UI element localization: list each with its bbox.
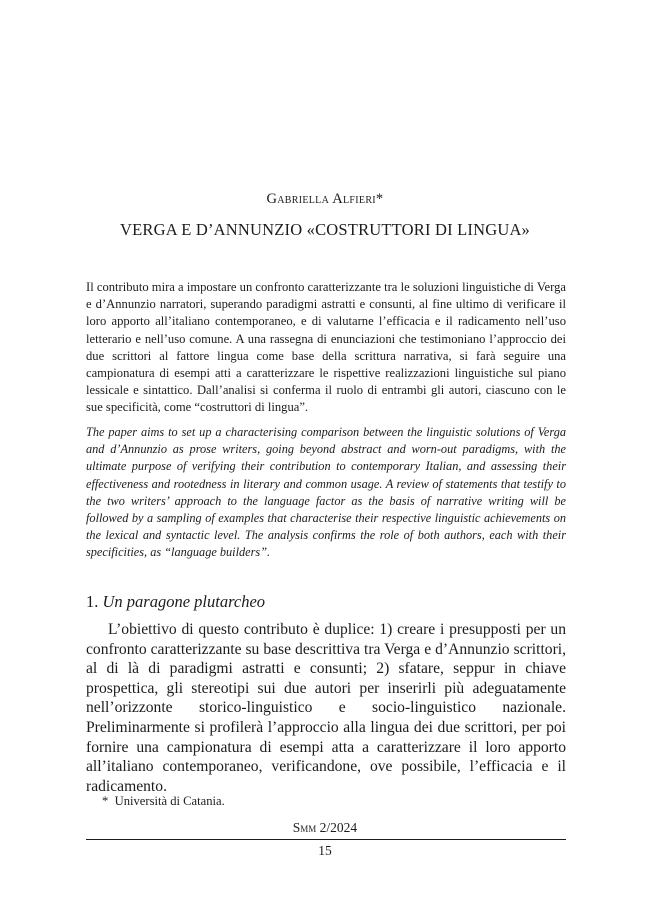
author-name: Gabriella Alfieri: [266, 191, 376, 207]
abstract-italian: Il contributo mira a impostare un confronto caratterizzante tra le soluzioni linguistiche di Verga e d’Annunzio narratori, superando paradigmi astratti e consunti, al fine ultimo di verificare il loro apporto all’italiano contemporaneo, e di valutarne l’efficacia e il radicamento nell’uso letterario e nell’uso comune. A una rassegna di enunciazioni che testimoniano l’approccio dei due scrittori al fattore lingua come base della scrittura narrativa, si farà seguire una campionatura di esempi atti a caratterizzare le rispettive realizzazioni linguistiche sul piano lessicale e sintattico. Dall’analisi si conferma il ruolo di entrambi gli autori, ciascuno con le sue specificità, come “costruttori di lingua”.: [86, 280, 566, 415]
page-number: 15: [318, 843, 332, 858]
section-heading: [86, 592, 265, 612]
author-footnote-mark: *: [375, 191, 384, 207]
journal-reference: Smm 2/2024: [292, 820, 358, 835]
section-title: Un paragone plutarcheo: [102, 592, 266, 611]
author-line: [0, 191, 650, 208]
footnote-mark: *: [102, 794, 109, 808]
article-title: VERGA E D’ANNUNZIO «COSTRUTTORI DI LINGUA»: [119, 220, 531, 239]
footnote: [102, 794, 225, 809]
footnote-text: Università di Catania.: [114, 794, 225, 808]
footer-divider: [86, 839, 566, 840]
section-number: 1.: [86, 592, 99, 611]
body-paragraph: L’obiettivo di questo contributo è duplice: 1) creare i presupposti per un confronto caratterizzante su base descrittiva tra Verga e d’Annunzio scrittori, al di là di paradigmi astratti e consunti; 2) sfatare, seppur in chiave prospettica, gli stereotipi sui due autori per inserirli più adeguatamente nell’orizzonte storico-linguistico e socio-linguistico nazionale. Preliminarmente si profilerà l’approccio alla lingua dei due scrittori, per poi fornire una campionatura di esempi atta a caratterizzare il loro apporto all’italiano contemporaneo, verificandone, ove possibile, l’efficacia e il radicamento.: [86, 621, 566, 795]
abstract-english: The paper aims to set up a characterising comparison between the linguistic solutions of Verga and d’Annunzio as prose writers, going beyond abstract and worn-out paradigms, with the ultimate purpose of verifying their contribution to contemporary Italian, and assessing their effectiveness and rootedness in literary and common usage. A review of statements that testify to the two writers’ approach to the language factor as the basis of narrative writing will be followed by a sampling of examples that characterise their respective linguistic achievements on the lexical and syntactic level. The analysis confirms the role of both authors, each with their specificities, as “language builders”.: [86, 425, 566, 560]
